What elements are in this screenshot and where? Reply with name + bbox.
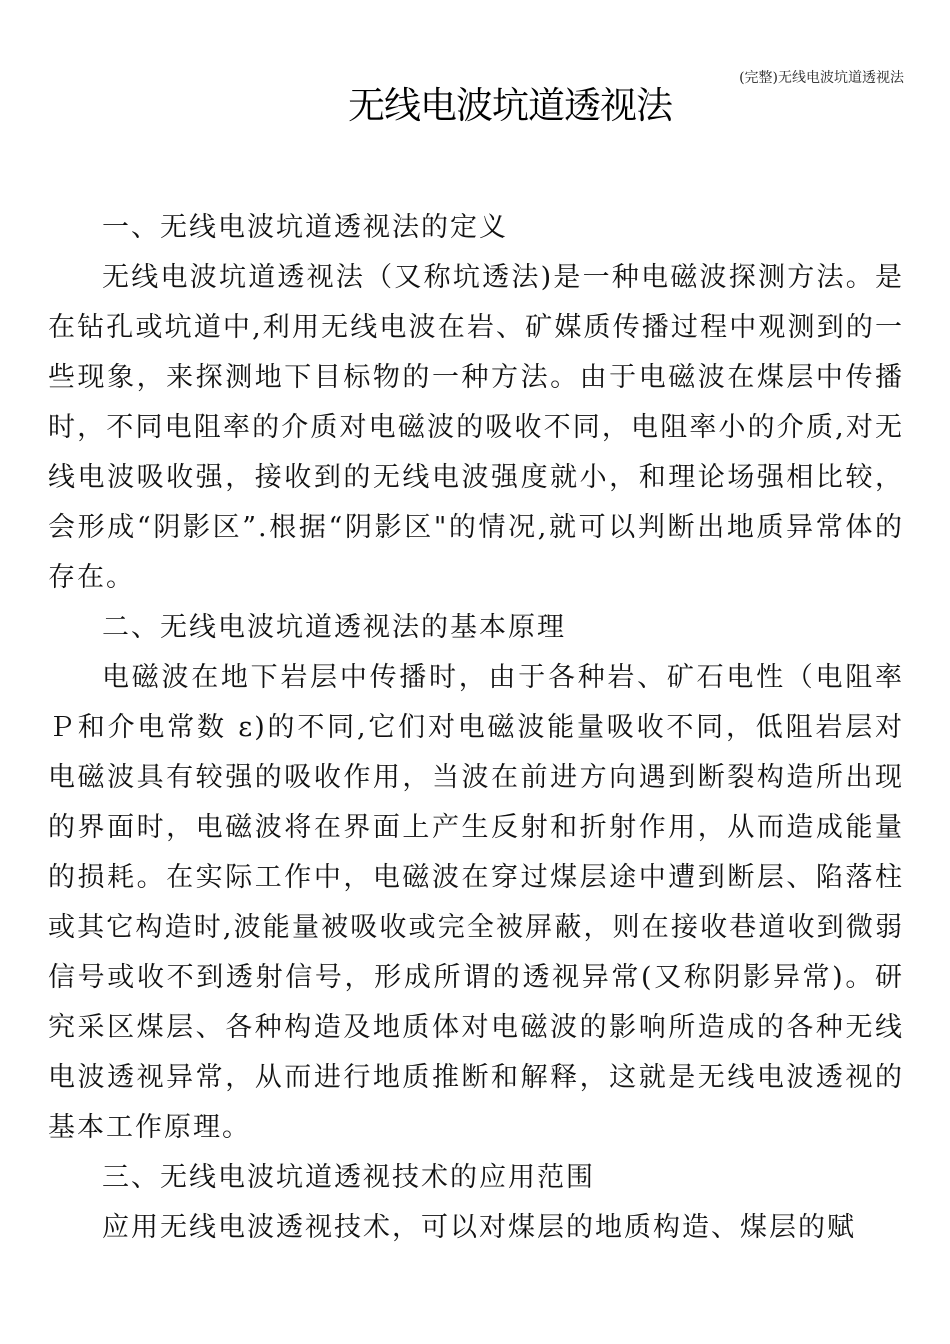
paragraph-definition: 无线电波坑道透视法（又称坑透法)是一种电磁波探测方法。是在钻孔或坑道中,利用无线电波在岩、矿媒质传播过程中观测到的一些现象，来探测地下目标物的一种方法。由于电磁波在煤层中传播时，不同电阻率的介质对电磁波的吸收不同，电阻率小的介质,对无线电波吸收强，接收到的无线电波强度就小，和理论场强相比较，会形成“阴影区”.根据“阴影区"的情况,就可以判断出地质异常体的存在。 — [48, 262, 904, 593]
document-title: 无线电波坑道透视法 — [348, 84, 672, 127]
document-body — [48, 203, 904, 1253]
header-note: (完整)无线电波坑道透视法 — [739, 70, 904, 86]
section-heading-principle: 二、无线电波坑道透视法的基本原理 — [102, 612, 566, 643]
section-heading-application: 三、无线电波坑道透视技术的应用范围 — [102, 1162, 595, 1193]
paragraph-principle: 电磁波在地下岩层中传播时，由于各种岩、矿石电性（电阻率Ｐ和介电常数 ε)的不同,它们对电磁波能量吸收不同，低阻岩层对电磁波具有较强的吸收作用，当波在前进方向遇到断裂构造所出现的界面时，电磁波将在界面上产生反射和折射作用，从而造成能量的损耗。在实际工作中，电磁波在穿过煤层途中遭到断层、陷落柱或其它构造时,波能量被吸收或完全被屏蔽，则在接收巷道收到微弱信号或收不到透射信号，形成所谓的透视异常(又称阴影异常)。研究采区煤层、各种构造及地质体对电磁波的影响所造成的各种无线电波透视异常，从而进行地质推断和解释，这就是无线电波透视的基本工作原理。 — [48, 662, 904, 1143]
section-heading-definition: 一、无线电波坑道透视法的定义 — [102, 212, 508, 243]
paragraph-application: 应用无线电波透视技术，可以对煤层的地质构造、煤层的赋 — [102, 1212, 856, 1243]
